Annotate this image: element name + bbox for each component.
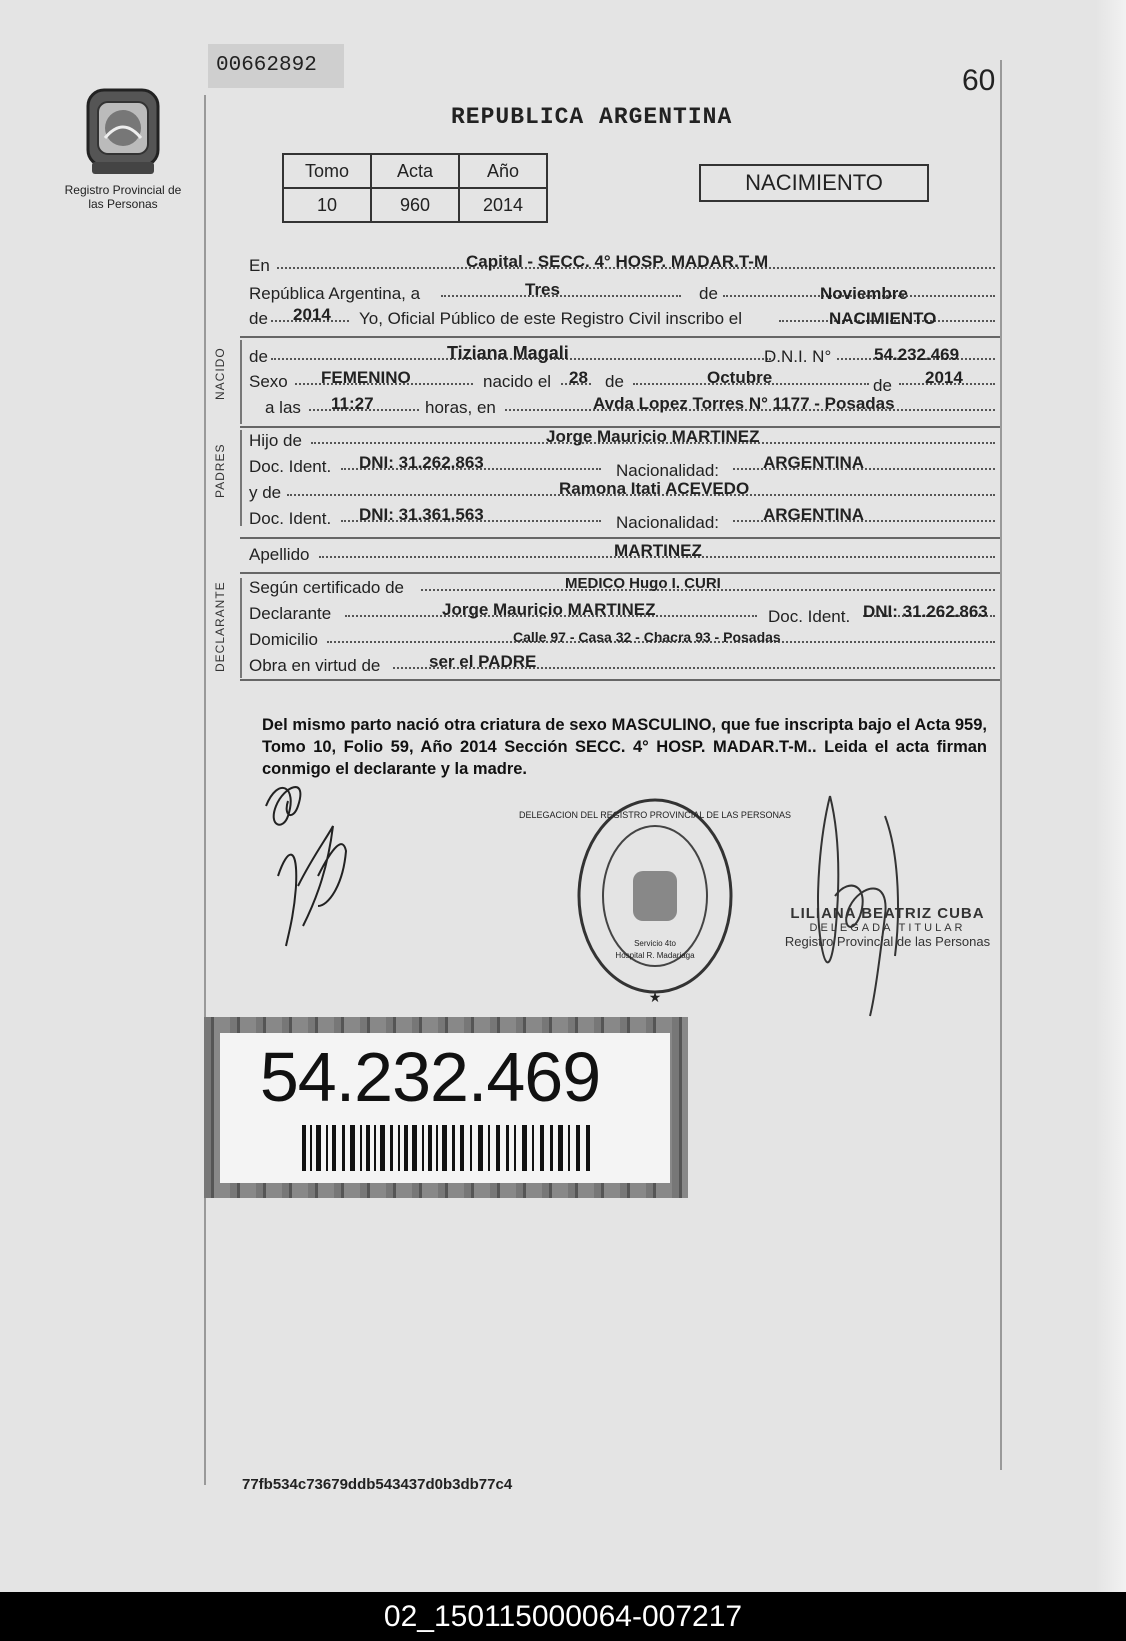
row-father-doc (249, 453, 999, 480)
signatory-name: LILIANA BEATRIZ CUBA (790, 905, 985, 922)
section-bar-padres (240, 430, 242, 526)
issuer-caption: Registro Provincial de las Personas (64, 183, 182, 211)
row-date (249, 280, 999, 306)
row-certificate (249, 575, 999, 600)
registration-month: Noviembre (820, 284, 908, 303)
row-mother-doc (249, 505, 999, 532)
act-kind-box: NACIMIENTO (699, 164, 929, 202)
country-title: REPUBLICA ARGENTINA (451, 104, 733, 130)
declarante-label: Declarante (249, 604, 332, 623)
section-divider (240, 537, 1000, 539)
declarant-doc: DNI: 31.262.863 (863, 602, 988, 621)
hijo-label: Hijo de (249, 431, 302, 450)
domicilio-label: Domicilio (249, 630, 318, 649)
right-margin-line (1000, 60, 1002, 1470)
mother-doc-label: Doc. Ident. (249, 509, 332, 528)
row-mother (249, 479, 999, 505)
official-stamp (519, 796, 791, 1008)
row-sex (249, 368, 999, 395)
apellido-label: Apellido (249, 545, 310, 564)
row-father (249, 427, 999, 453)
value-acta: 960 (371, 188, 459, 222)
registration-year: 2014 (293, 305, 331, 324)
section-bar-nacido (240, 340, 242, 424)
row-name (249, 343, 999, 369)
stamp-inner-right: Hospital R. Madariaga (615, 951, 695, 960)
section-bar-declarante (240, 578, 242, 678)
stamp-ring-text: DELEGACION DEL REGISTRO PROVINCIAL DE LAS PERSONAS (519, 810, 791, 820)
row-domicilio (249, 630, 999, 652)
signatory-block (775, 905, 1000, 949)
segun-label: Según certificado de (249, 578, 404, 597)
handwritten-signature-2 (800, 776, 930, 1016)
section-label-padres: PADRES (213, 443, 227, 498)
certificate-source: MEDICO Hugo I. CURI (565, 575, 721, 592)
value-tomo: 10 (283, 188, 371, 222)
barcode-icon (302, 1125, 592, 1171)
mother-nat-label: Nacionalidad: (616, 513, 720, 532)
birth-day: 28 (569, 368, 588, 387)
birth-year: 2014 (925, 368, 963, 387)
serial-number: 00662892 (208, 44, 344, 88)
registration-day: Tres (525, 280, 560, 299)
header-ano: Año (459, 154, 547, 188)
stamp-inner-left: Servicio 4to (634, 939, 676, 948)
document-hash: 77fb534c73679ddb543437d0b3db77c4 (242, 1476, 513, 1493)
birth-place: Avda Lopez Torres N° 1177 - Posadas (593, 394, 895, 413)
declarant-name: Jorge Mauricio MARTINEZ (442, 600, 656, 619)
de3-label: de (605, 372, 624, 391)
de4-label: de (873, 376, 892, 395)
mother-nationality: ARGENTINA (763, 505, 865, 524)
section-divider (240, 572, 1000, 574)
section-divider (240, 336, 1000, 338)
handwritten-signature-1 (258, 776, 358, 946)
child-name: Tiziana Magali (447, 343, 569, 363)
row-year (249, 305, 999, 331)
father-nationality: ARGENTINA (763, 453, 865, 472)
provincial-logo (62, 82, 184, 211)
birth-month: Octubre (707, 368, 773, 387)
nacido-label: nacido el (483, 372, 552, 391)
dotted-line (441, 295, 681, 297)
header-tomo: Tomo (283, 154, 371, 188)
row-declarante (249, 600, 999, 626)
left-margin-line (204, 95, 206, 1485)
section-label-nacido: NACIDO (213, 347, 227, 400)
row-time-place (249, 394, 999, 420)
a-las-label: a las (265, 398, 301, 417)
star-icon: ★ (648, 990, 662, 1006)
mother-doc: DNI: 31.361.563 (359, 505, 484, 524)
republica-label: República Argentina, a (249, 284, 421, 303)
declarante-doc-label: Doc. Ident. (768, 607, 851, 626)
de-name-label: de (249, 347, 268, 366)
place-of-registry: Capital - SECC. 4° HOSP. MADAR.T-M (466, 252, 769, 271)
row-apellido (249, 541, 999, 567)
mother-name: Ramona Itati ACEVEDO (559, 479, 750, 498)
en-label: En (249, 256, 270, 275)
twin-birth-note: Del mismo parto nació otra criatura de sexo MASCULINO, que fue inscripta bajo el Acta 959, Tomo 10, Folio 59, Año 2014 Sección SECC. 4° HOSP. MADAR.T-M.. Leida el acta firman conmigo el declarante y la madre. (262, 716, 987, 778)
section-label-declarante: DECLARANTE (213, 581, 227, 672)
row-en (249, 252, 999, 278)
surname: MARTINEZ (614, 541, 702, 560)
father-doc-label: Doc. Ident. (249, 457, 332, 476)
scan-footer-id: 02_150115000064-007217 (0, 1592, 1126, 1641)
misiones-seal-icon (78, 82, 168, 178)
sexo-label: Sexo (249, 372, 288, 391)
register-table (282, 153, 548, 223)
declarant-address: Calle 97 - Casa 32 - Chacra 93 - Posadas (513, 629, 781, 645)
de-label: de (699, 284, 718, 303)
inscribed-event: NACIMIENTO (829, 309, 937, 328)
declarant-capacity: ser el PADRE (429, 652, 537, 671)
dni-label: D.N.I. N° (764, 347, 832, 366)
sticker-number: 54.232.469 (259, 1038, 601, 1116)
obra-label: Obra en virtud de (249, 656, 381, 675)
page-number: 60 (962, 64, 996, 97)
header-acta: Acta (371, 154, 459, 188)
value-ano: 2014 (459, 188, 547, 222)
horas-label: horas, en (425, 398, 496, 417)
dni-sticker (204, 1017, 688, 1198)
father-name: Jorge Mauricio MARTINEZ (546, 427, 760, 446)
child-sex: FEMENINO (321, 368, 411, 387)
yde-label: y de (249, 483, 282, 502)
father-doc: DNI: 31.262.863 (359, 453, 484, 472)
de2-label: de (249, 309, 268, 328)
signatory-title: DELEGADA TITULAR (809, 922, 966, 934)
section-divider (240, 679, 1000, 681)
row-obra (249, 652, 999, 678)
signatory-org: Registro Provincial de las Personas (784, 934, 991, 949)
birth-time: 11:27 (331, 394, 374, 413)
father-nat-label: Nacionalidad: (616, 461, 720, 480)
child-dni: 54.232.469 (874, 345, 960, 364)
oficial-text: Yo, Oficial Público de este Registro Civil inscribo el (359, 309, 742, 328)
